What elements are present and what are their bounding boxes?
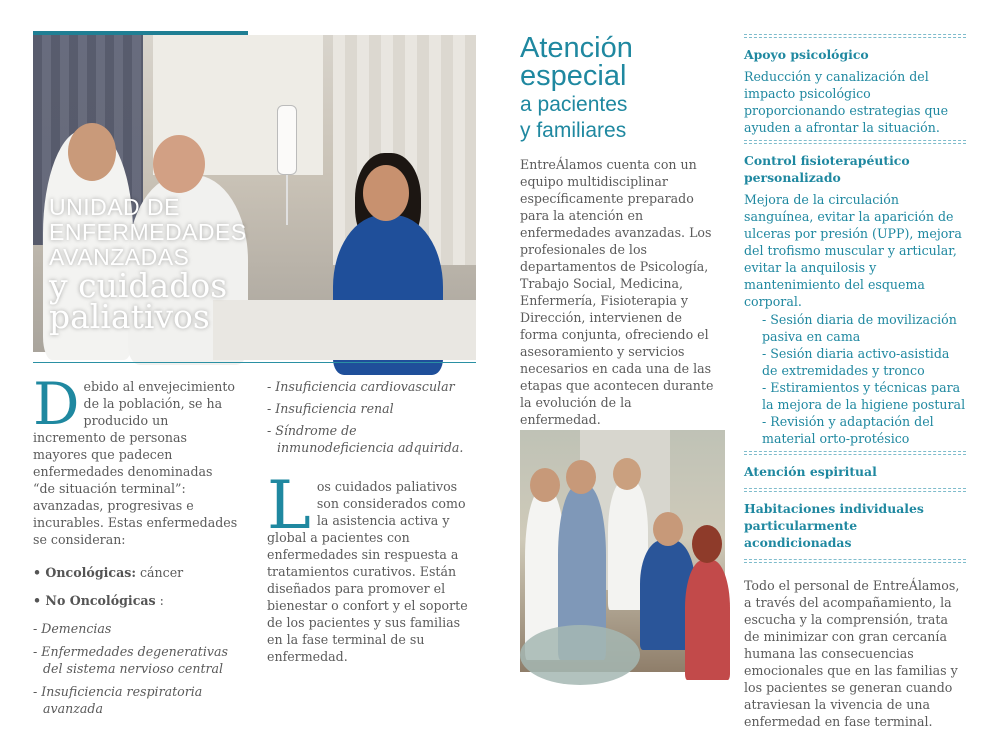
habitaciones-heading: Habitaciones individuales particularmente acondicionadas (744, 501, 924, 550)
column-intro (33, 370, 238, 723)
hero-photo (33, 35, 476, 352)
list-item: - Insuficiencia cardiovascular (267, 379, 455, 394)
list-item: - Insuficiencia renal (267, 401, 394, 416)
hero-caption: UNIDAD DE ENFERMEDADES AVANZADAS y cuidados paliativos (49, 194, 247, 336)
list-item: - Demencias (33, 621, 112, 636)
apoyo-text: Reducción y canalización del impacto psicológico proporcionando estrategias que ayuden a afrontar la situación. (744, 69, 949, 135)
intro-paragraph: Debido al envejecimiento de la población, se ha producido un incremento de personas mayores que padecen enfermedades denominadas “de situación terminal”: avanzadas, progresivas e incurables. Estas enfermedades se consideran: (33, 370, 238, 547)
fisio-text: Mejora de la circulación sanguínea, evitar la aparición de ulceras por presión (UPP), mejora del trofismo muscular y articular, evitar la anquilosis y mantenimiento del esquema corporal. (744, 192, 962, 309)
list-item: - Insuficiencia respiratoria avanzada (33, 684, 203, 716)
drop-cap: L (267, 467, 311, 544)
list-item: - Enfermedades degenerativas del sistema nervioso central (33, 644, 228, 676)
fisio-heading: Control fisioterapéutico personalizado (744, 153, 910, 185)
list-item: - Síndrome de inmunodeficiencia adquirida. (267, 423, 464, 455)
section-subtitle: a pacientes y familiares (520, 93, 628, 142)
list-item: • No Oncológicas : (33, 593, 164, 608)
closing-paragraph: Todo el personal de EntreÁlamos, a través del acompañamiento, la escucha y la comprensión, trata de minimizar con gran cercanía humana las consecuencias emocionales que en las familias y los pacientes se generan cuando atraviesan la vivencia de una enfermedad en fase terminal. (744, 578, 960, 729)
espiritual-heading: Atención espiritual (744, 464, 877, 479)
list-item: - Revisión y adaptación del material orto-protésico (762, 414, 934, 446)
list-item: • Oncológicas: cáncer (33, 565, 184, 580)
column-paliativos (267, 378, 477, 665)
divider (744, 451, 966, 455)
atencion-paragraph: EntreÁlamos cuenta con un equipo multidisciplinar específicamente preparado para la atención en enfermedades avanzadas. Los profesionales de los departamentos de Psicología, Trabajo Social, Medicina, Enfermería, Fisioterapia y Dirección, intervienen de forma conjunta, ofreciendo el asesoramiento y servicios necesarios en cada una de las etapas que acontecen durante la evolución de la enfermedad. (520, 157, 714, 427)
list-item: - Sesión diaria activo-asistida de extremidades y tronco (762, 346, 950, 378)
section-title: Atención especial (520, 32, 633, 92)
divider (744, 488, 966, 492)
list-item: - Sesión diaria de movilización pasiva en cama (762, 312, 957, 344)
divider (744, 34, 966, 38)
iv-bag (277, 105, 297, 175)
divider (33, 362, 476, 363)
team-photo (520, 430, 725, 672)
hospital-bed (213, 300, 476, 360)
paliativos-paragraph: Los cuidados paliativos son considerados como la asistencia activa y global a pacientes con enfermedades sin respuesta a tratamientos curativos. Están diseñados para promover el bienestar o confort y el soporte de los pacientes y sus familias en la fase terminal de su enfermedad. (267, 467, 468, 664)
list-item: - Estiramientos y técnicas para la mejora de la higiene postural (762, 380, 966, 412)
apoyo-heading: Apoyo psicológico (744, 47, 869, 62)
drop-cap: D (33, 370, 80, 438)
column-atencion (520, 34, 715, 428)
divider (744, 140, 966, 144)
divider (744, 559, 966, 563)
column-services (744, 34, 966, 730)
